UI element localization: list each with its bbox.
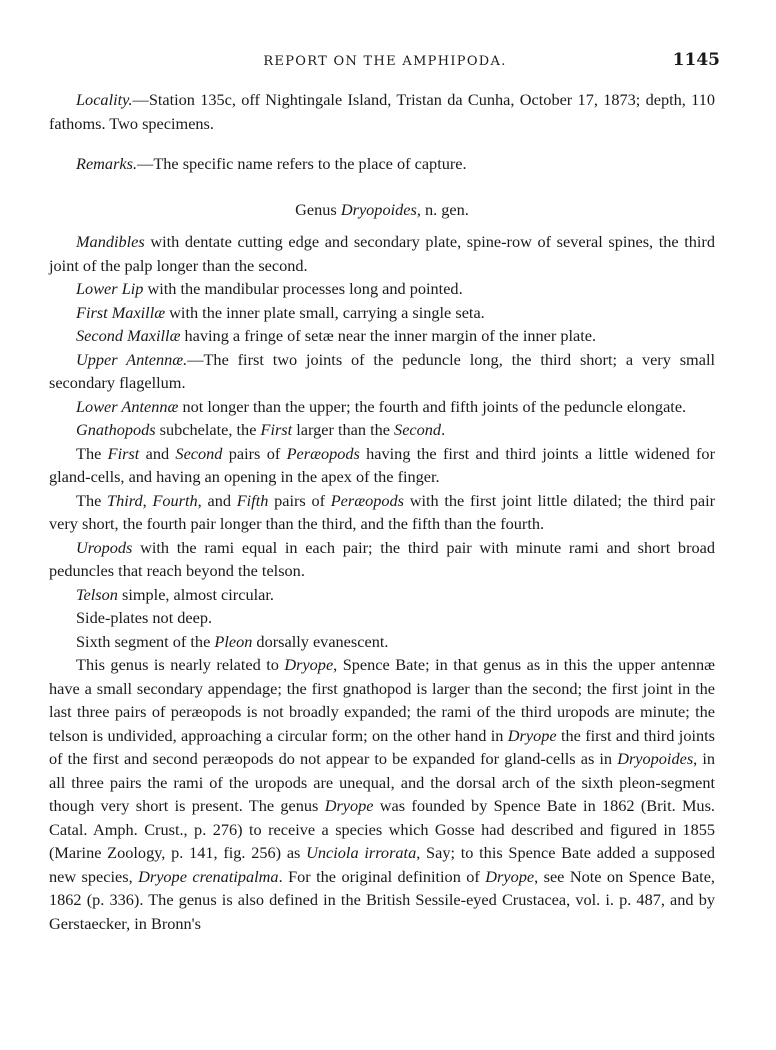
locality-text: —Station 135c, off Nightingale Island, Tristan da Cunha, October 17, 1873; depth, 110 fathoms. Two specimens.	[49, 90, 715, 133]
upper-antennae-paragraph: Upper Antennæ.—The first two joints of the peduncle long, the third short; a very small secondary flagellum.	[49, 349, 715, 392]
remarks-label: Remarks.	[76, 154, 138, 173]
uropods-paragraph: Uropods with the rami equal in each pair; the third pair with minute rami and short broad peduncles that reach beyond the telson.	[49, 537, 715, 580]
remarks-text: —The specific name refers to the place of capture.	[137, 154, 467, 173]
genus-name: Dryopoides	[340, 199, 417, 219]
telson-paragraph: Telson simple, almost circular.	[76, 584, 274, 604]
lower-lip-paragraph: Lower Lip with the mandibular processes long and pointed.	[76, 279, 463, 298]
locality-label: Locality.	[76, 90, 133, 109]
locality-paragraph	[49, 88, 715, 135]
second-maxillae-paragraph: Second Maxillæ having a fringe of setæ near the inner margin of the inner plate.	[76, 326, 597, 345]
gnathopods-paragraph: Gnathopods subchelate, the First larger than the Second.	[76, 420, 446, 439]
peraeopods-first-second-paragraph: The First and Second pairs of Peræopods having the first and third joints a little widened for gland-cells, and having an opening in the apex of the finger.	[49, 443, 715, 486]
side-plates-paragraph: Side-plates not deep.	[76, 608, 213, 627]
page-header	[50, 50, 720, 74]
page-number: 1145	[672, 50, 720, 70]
page-body	[49, 88, 715, 935]
mandibles-paragraph: Mandibles with dentate cutting edge and secondary plate, spine-row of several spines, the third joint of the palp longer than the second.	[49, 232, 715, 275]
lower-antennae-paragraph: Lower Antennæ not longer than the upper; the fourth and fifth joints of the peduncle elongate.	[76, 396, 687, 416]
running-title: REPORT ON THE AMPHIPODA.	[263, 54, 507, 69]
peraeopods-third-fifth-paragraph: The Third, Fourth, and Fifth pairs of Peræopods with the first joint little dilated; the third pair very short, the fourth pair longer than the third, and the fifth than the fourth.	[49, 490, 716, 533]
pleon-paragraph: Sixth segment of the Pleon dorsally evanescent.	[76, 631, 389, 651]
remarks-paragraph	[49, 152, 715, 176]
first-maxillae-paragraph: First Maxillæ with the inner plate small, carrying a single seta.	[76, 302, 485, 322]
genus-heading: Genus Dryopoides, n. gen.	[295, 199, 469, 219]
discussion-paragraph: This genus is nearly related to Dryope, Spence Bate; in that genus as in this the upper antennæ have a small secondary appendage; the first gnathopod is larger than the second; the first joint in the last three pairs of peræopods is not broadly expanded; the rami of the third uropods are minute; the telson is undivided, approaching a circular form; on the other hand in Dryope the first and third joints of the first and second peræopods do not appear to be expanded for gland-cells as in Dryopoides, in all three pairs the rami of the uropods are unequal, and the dorsal arch of the sixth pleon-segment though very short is present. The genus Dryope was founded by Spence Bate in 1862 (Brit. Mus. Catal. Amph. Crust., p. 276) to receive a species which Gosse had described and figured in 1855 (Marine Zoology, p. 141, fig. 256) as Unciola irrorata, Say; to this Spence Bate added a supposed new species, Dryope crenatipalma. For the original definition of Dryope, see Note on Spence Bate, 1862 (p. 336). The genus is also defined in the British Sessile-eyed Crustacea, vol. i. p. 487, and by Gerstaecker, in Bronn's	[49, 655, 716, 933]
